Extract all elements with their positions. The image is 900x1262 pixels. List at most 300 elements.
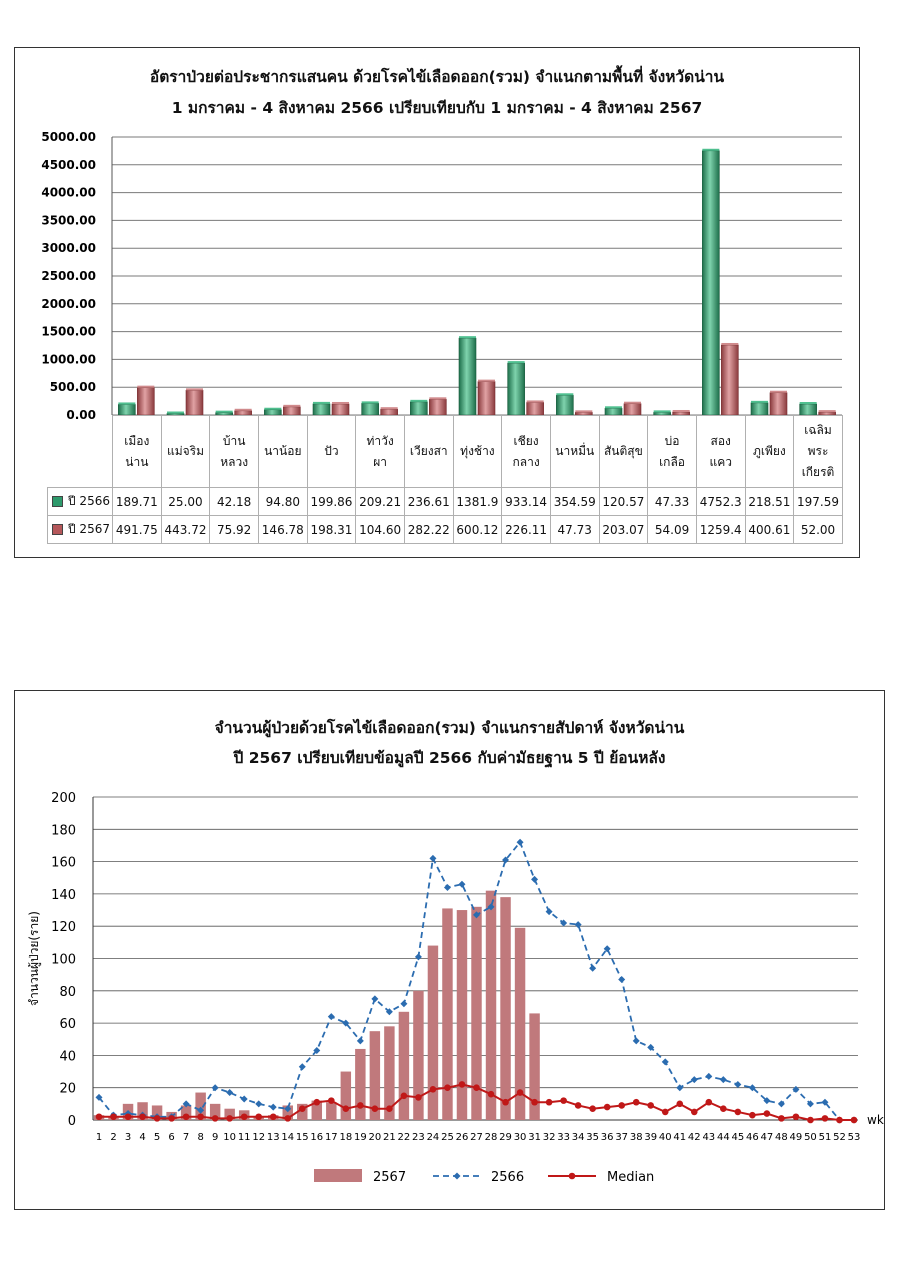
bar-2566	[362, 403, 379, 415]
category-label	[453, 416, 502, 488]
marker-2566	[357, 1037, 364, 1044]
y-tick-label: 5000.00	[41, 130, 96, 144]
table-cell: 209.21	[356, 488, 405, 516]
x-tick-label: 38	[629, 1132, 643, 1143]
marker-median	[125, 1113, 132, 1120]
x-tick-label: 11	[237, 1132, 251, 1143]
bar-top	[283, 405, 300, 407]
bar-2567	[457, 910, 467, 1120]
x-tick-label: 29	[499, 1132, 512, 1143]
marker-median	[735, 1109, 742, 1116]
x-tick-label: 16	[310, 1132, 324, 1143]
marker-median	[633, 1099, 640, 1106]
marker-median	[154, 1115, 161, 1122]
y-tick-label: 40	[59, 1049, 76, 1065]
marker-2566	[705, 1073, 712, 1080]
table-cell: 203.07	[599, 516, 648, 544]
marker-median	[110, 1113, 117, 1120]
category-label-line: เกลือ	[659, 454, 686, 469]
legend-marker-2566	[454, 1173, 461, 1180]
table-cell: 120.57	[599, 488, 648, 516]
category-label-line: ท่าวัง	[366, 433, 394, 448]
bar-top	[556, 393, 573, 395]
x-tick-label: 10	[223, 1132, 237, 1143]
marker-median	[299, 1105, 306, 1112]
bar-top	[167, 412, 184, 414]
table-cell: 354.59	[550, 488, 599, 516]
y-tick-label: 80	[59, 984, 76, 1000]
table-cell: 236.61	[404, 488, 453, 516]
y-tick-label: 120	[51, 920, 76, 936]
x-tick-label: 2	[110, 1132, 117, 1143]
bar-top	[605, 406, 622, 408]
y-tick-label: 180	[51, 823, 76, 839]
x-tick-label: 27	[470, 1132, 483, 1143]
x-tick-label: 17	[324, 1132, 338, 1143]
y-tick-label: 20	[59, 1081, 76, 1097]
bar-2567	[500, 897, 510, 1120]
marker-median	[401, 1092, 408, 1099]
bar-top	[575, 410, 592, 412]
marker-2566	[255, 1100, 262, 1107]
y-tick-label: 1000.00	[41, 352, 96, 367]
bar-2567	[341, 1072, 351, 1120]
marker-median	[168, 1115, 175, 1122]
bar-top	[459, 336, 476, 338]
chart1-title-line1: อัตราป่วยต่อประชากรแสนคน ด้วยโรคไข้เลือดออก(รวม) จำแนกตามพื้นที่ จังหวัดน่าน	[149, 68, 725, 86]
marker-median	[560, 1097, 567, 1104]
category-label	[307, 416, 356, 488]
category-label	[356, 416, 405, 488]
bar-top	[137, 386, 154, 388]
marker-median	[183, 1113, 190, 1120]
y-tick-label: 60	[59, 1017, 76, 1033]
category-label	[794, 416, 843, 488]
x-tick-label: 40	[658, 1132, 672, 1143]
series-name: ปี 2567	[68, 522, 110, 536]
bar-top	[478, 380, 495, 382]
marker-median	[851, 1117, 858, 1124]
y-tick-label: 0.00	[66, 408, 96, 422]
x-tick-label: 33	[557, 1132, 570, 1143]
x-tick-label: 26	[455, 1132, 469, 1143]
marker-median	[546, 1099, 553, 1106]
x-tick-label: 37	[615, 1132, 629, 1143]
category-label	[210, 416, 259, 488]
x-tick-label: 23	[412, 1132, 425, 1143]
table-cell: 282.22	[404, 516, 453, 544]
bar-2566	[800, 404, 817, 415]
category-label	[161, 416, 210, 488]
bar-top	[673, 410, 690, 412]
bar-2567	[721, 345, 738, 415]
marker-median	[807, 1117, 814, 1124]
x-tick-label: 42	[687, 1132, 701, 1143]
bar-top	[654, 410, 671, 412]
marker-2566	[444, 884, 451, 891]
marker-median	[343, 1105, 350, 1112]
bar-2566	[702, 151, 719, 415]
bar-top	[362, 401, 379, 403]
x-tick-label: 43	[702, 1132, 716, 1143]
y-tick-label: 3500.00	[41, 213, 96, 228]
category-label	[599, 416, 648, 488]
bar-top	[429, 397, 446, 399]
x-tick-label: 3	[124, 1132, 132, 1143]
x-tick-label: 15	[295, 1132, 309, 1143]
table-cell: 25.00	[161, 488, 210, 516]
marker-median	[517, 1089, 524, 1096]
chart2-title-line2: ปี 2567 เปรียบเทียบข้อมูลปี 2566 กับค่ามัธยฐาน 5 ปี ย้อนหลัง	[233, 749, 666, 767]
category-label-line: น่าน	[125, 454, 149, 469]
marker-median	[139, 1113, 146, 1120]
y-tick-label: 0	[67, 1114, 76, 1129]
marker-2566	[676, 1084, 683, 1091]
x-tick-label: 28	[484, 1132, 498, 1143]
category-label	[648, 416, 697, 488]
marker-2566	[691, 1076, 698, 1083]
bar-top	[235, 409, 252, 411]
table-cell: 933.14	[502, 488, 551, 516]
legend-label-2566: 2566	[491, 1170, 525, 1185]
marker-2566	[546, 908, 553, 915]
bar-top	[800, 402, 817, 404]
marker-median	[589, 1105, 596, 1112]
category-label-line: สอง	[710, 433, 731, 448]
marker-2566	[328, 1013, 335, 1020]
x-tick-label: 21	[383, 1132, 396, 1143]
category-label-line: นาน้อย	[264, 444, 302, 458]
marker-median	[531, 1099, 538, 1106]
marker-median	[778, 1115, 785, 1122]
marker-median	[255, 1113, 262, 1120]
y-tick-label: 2000.00	[41, 296, 96, 311]
bar-2566	[605, 408, 622, 415]
weekly-cases-combo-chart	[15, 691, 886, 1211]
x-tick-label: 7	[182, 1132, 190, 1143]
marker-median	[706, 1099, 713, 1106]
marker-median	[284, 1115, 291, 1122]
category-label-line: เมือง	[124, 433, 150, 448]
weekly-cases-chart-panel	[14, 690, 885, 1210]
marker-median	[488, 1091, 495, 1098]
series-name: ปี 2566	[68, 494, 110, 508]
x-tick-label: 5	[153, 1132, 161, 1143]
category-label	[550, 416, 599, 488]
bar-top	[721, 343, 738, 345]
marker-median	[793, 1113, 800, 1120]
bar-2567	[624, 404, 641, 415]
category-label-line: แคว	[709, 454, 732, 469]
marker-median	[415, 1094, 422, 1101]
x-tick-label: 39	[644, 1132, 658, 1143]
marker-median	[647, 1102, 654, 1109]
marker-2566	[531, 876, 538, 883]
marker-median	[197, 1113, 204, 1120]
marker-2566	[589, 965, 596, 972]
marker-median	[473, 1084, 480, 1091]
marker-2566	[415, 953, 422, 960]
table-cell: 443.72	[161, 516, 210, 544]
marker-2566	[575, 921, 582, 928]
category-label-line: บ้าน	[222, 433, 246, 448]
marker-2566	[458, 881, 465, 888]
category-label-line: เกียรติ	[801, 465, 835, 479]
bar-2566	[508, 363, 525, 415]
table-cell: 104.60	[356, 516, 405, 544]
category-label-line: บ่อ	[664, 433, 680, 448]
legend-label-median: Median	[607, 1170, 655, 1185]
marker-2566	[618, 976, 625, 983]
marker-2566	[633, 1037, 640, 1044]
district-rate-data-table	[47, 415, 843, 544]
table-cell: 189.71	[113, 488, 162, 516]
marker-median	[313, 1099, 320, 1106]
bar-top	[381, 407, 398, 409]
x-tick-label: 1	[95, 1132, 103, 1143]
table-cell: 218.51	[745, 488, 794, 516]
bar-top	[118, 402, 135, 404]
marker-2566	[270, 1104, 277, 1111]
table-cell: 600.12	[453, 516, 502, 544]
chart2-title-line1: จำนวนผู้ป่วยด้วยโรคไข้เลือดออก(รวม) จำแนกรายสัปดาห์ จังหวัดน่าน	[214, 719, 685, 737]
x-tick-label: 41	[673, 1132, 687, 1143]
marker-median	[444, 1084, 451, 1091]
x-tick-label: 51	[818, 1132, 832, 1143]
marker-2566	[371, 995, 378, 1002]
marker-median	[502, 1099, 509, 1106]
category-label-line: นาหมื่น	[555, 444, 595, 458]
table-cell: 1259.4	[696, 516, 745, 544]
marker-median	[764, 1110, 771, 1117]
bar-2567	[283, 407, 300, 415]
bar-2566	[118, 404, 135, 415]
marker-median	[720, 1105, 727, 1112]
bar-2567	[429, 399, 446, 415]
table-cell: 199.86	[307, 488, 356, 516]
x-tick-label: 46	[745, 1132, 759, 1143]
marker-median	[96, 1113, 103, 1120]
marker-median	[357, 1102, 364, 1109]
table-cell: 47.73	[550, 516, 599, 544]
y-tick-label: 140	[51, 887, 76, 903]
x-tick-label: 12	[252, 1132, 266, 1143]
category-label-line: เวียงสา	[409, 444, 448, 458]
marker-median	[676, 1101, 683, 1108]
marker-2566	[226, 1089, 233, 1096]
bar-2566	[556, 395, 573, 415]
marker-median	[575, 1102, 582, 1109]
marker-2566	[662, 1058, 669, 1065]
category-label-line: พระ	[807, 444, 829, 458]
series-legend-cell	[48, 488, 113, 516]
bar-2567	[137, 388, 154, 415]
bar-2567	[332, 404, 349, 415]
category-label	[745, 416, 794, 488]
x-tick-label: 19	[353, 1132, 367, 1143]
bar-2566	[313, 404, 330, 415]
chart1-title-line2: 1 มกราคม - 4 สิงหาคม 2566 เปรียบเทียบกับ 1 มกราคม - 4 สิงหาคม 2567	[171, 99, 703, 117]
marker-median	[212, 1115, 219, 1122]
category-label-line: เฉลิม	[804, 423, 832, 437]
x-tick-label: 35	[586, 1132, 600, 1143]
table-cell: 42.18	[210, 488, 259, 516]
table-cell: 198.31	[307, 516, 356, 544]
category-label-line: ทุ่งช้าง	[460, 444, 495, 458]
table-cell: 146.78	[258, 516, 307, 544]
marker-median	[691, 1109, 698, 1116]
x-tick-label: 50	[804, 1132, 817, 1143]
marker-2566	[429, 855, 436, 862]
legend-swatch	[52, 524, 63, 535]
x-tick-label: 6	[168, 1132, 175, 1143]
x-tick-label: 45	[731, 1132, 745, 1143]
legend-label-2567: 2567	[373, 1170, 407, 1185]
marker-median	[430, 1086, 437, 1093]
marker-median	[836, 1117, 843, 1124]
bar-2566	[751, 403, 768, 415]
bar-top	[702, 149, 719, 151]
bar-top	[264, 408, 281, 410]
table-cell: 54.09	[648, 516, 697, 544]
bar-top	[624, 402, 641, 404]
bar-2566	[410, 402, 427, 415]
x-tick-label: 44	[716, 1132, 730, 1143]
table-row	[48, 516, 843, 544]
y-tick-label: 3000.00	[41, 241, 96, 256]
bar-2567	[478, 382, 495, 415]
y-tick-label: 100	[51, 952, 76, 968]
legend-marker-median	[569, 1173, 576, 1180]
bar-2567	[527, 402, 544, 415]
bar-2566	[459, 338, 476, 415]
category-label	[404, 416, 453, 488]
bar-2567	[770, 393, 787, 415]
category-label-line: ผา	[373, 454, 387, 469]
x-tick-label: 13	[266, 1132, 280, 1143]
marker-median	[618, 1102, 625, 1109]
bar-top	[770, 391, 787, 393]
bar-top	[508, 361, 525, 363]
x-tick-label: 9	[211, 1132, 219, 1143]
marker-2566	[778, 1100, 785, 1107]
category-label-line: ภูเพียง	[752, 444, 786, 458]
category-label-line: เชียง	[513, 433, 539, 448]
bar-2567	[399, 1012, 409, 1120]
x-tick-label: 24	[426, 1132, 440, 1143]
category-label-line: สันติสุข	[603, 444, 643, 458]
marker-median	[328, 1097, 335, 1104]
marker-median	[604, 1104, 611, 1111]
table-cell: 52.00	[794, 516, 843, 544]
table-cell: 1381.9	[453, 488, 502, 516]
x-tick-label: 53	[847, 1132, 861, 1143]
table-row	[48, 488, 843, 516]
x-tick-label: 18	[339, 1132, 353, 1143]
table-cell: 197.59	[794, 488, 843, 516]
y-tick-label: 500.00	[49, 380, 96, 395]
category-label-line: ปัว	[324, 444, 339, 458]
legend-swatch-2567	[314, 1169, 362, 1182]
marker-median	[459, 1081, 466, 1088]
x-tick-label: 52	[833, 1132, 846, 1143]
marker-median	[372, 1105, 379, 1112]
x-tick-label: 8	[197, 1132, 204, 1143]
y-tick-label: 160	[51, 855, 76, 871]
marker-median	[226, 1115, 233, 1122]
marker-2566	[517, 839, 524, 846]
y-axis-label: จำนวนผู้ป่วย(ราย)	[27, 911, 41, 1006]
category-label	[696, 416, 745, 488]
series-legend-cell	[48, 516, 113, 544]
y-tick-label: 2500.00	[41, 269, 96, 283]
marker-median	[386, 1105, 393, 1112]
x-tick-label: 14	[281, 1132, 295, 1143]
y-tick-label: 1500.00	[41, 324, 96, 339]
bar-top	[186, 388, 203, 390]
x-tick-label: 4	[139, 1132, 146, 1143]
category-label-line: หลวง	[220, 454, 249, 469]
marker-median	[241, 1113, 248, 1120]
marker-2566	[734, 1081, 741, 1088]
y-tick-label: 200	[51, 791, 76, 806]
marker-median	[749, 1112, 756, 1119]
table-cell: 75.92	[210, 516, 259, 544]
bar-top	[527, 400, 544, 402]
x-tick-label: 47	[760, 1132, 774, 1143]
x-tick-label: 20	[368, 1132, 382, 1143]
category-label	[113, 416, 162, 488]
bar-2567	[428, 946, 438, 1120]
bar-top	[410, 400, 427, 402]
bar-top	[216, 411, 233, 413]
table-cell: 47.33	[648, 488, 697, 516]
x-tick-label: 48	[775, 1132, 788, 1143]
category-label-line: กลาง	[512, 454, 540, 469]
marker-median	[270, 1113, 277, 1120]
table-cell: 491.75	[113, 516, 162, 544]
bar-top	[313, 402, 330, 404]
table-corner	[48, 416, 113, 488]
x-axis-unit-label: wk	[867, 1113, 884, 1127]
marker-2566	[400, 1000, 407, 1007]
x-tick-label: 31	[528, 1132, 541, 1143]
category-label	[258, 416, 307, 488]
marker-2566	[241, 1096, 248, 1103]
x-tick-label: 49	[789, 1132, 803, 1143]
table-cell: 4752.3	[696, 488, 745, 516]
bar-top	[819, 410, 836, 412]
legend-swatch	[52, 496, 63, 507]
x-tick-label: 34	[571, 1132, 585, 1143]
y-tick-label: 4000.00	[41, 185, 96, 200]
bar-2567	[186, 390, 203, 415]
bar-2567	[355, 1049, 365, 1120]
category-label	[502, 416, 551, 488]
table-cell: 400.61	[745, 516, 794, 544]
marker-median	[822, 1115, 829, 1122]
table-cell: 226.11	[502, 516, 551, 544]
bar-top	[332, 402, 349, 404]
marker-2566	[299, 1063, 306, 1070]
x-tick-label: 32	[542, 1132, 556, 1143]
marker-2566	[792, 1086, 799, 1093]
marker-2566	[720, 1076, 727, 1083]
y-tick-label: 4500.00	[41, 157, 96, 172]
bar-2567	[486, 891, 496, 1120]
x-tick-label: 22	[397, 1132, 411, 1143]
x-tick-label: 25	[441, 1132, 454, 1143]
